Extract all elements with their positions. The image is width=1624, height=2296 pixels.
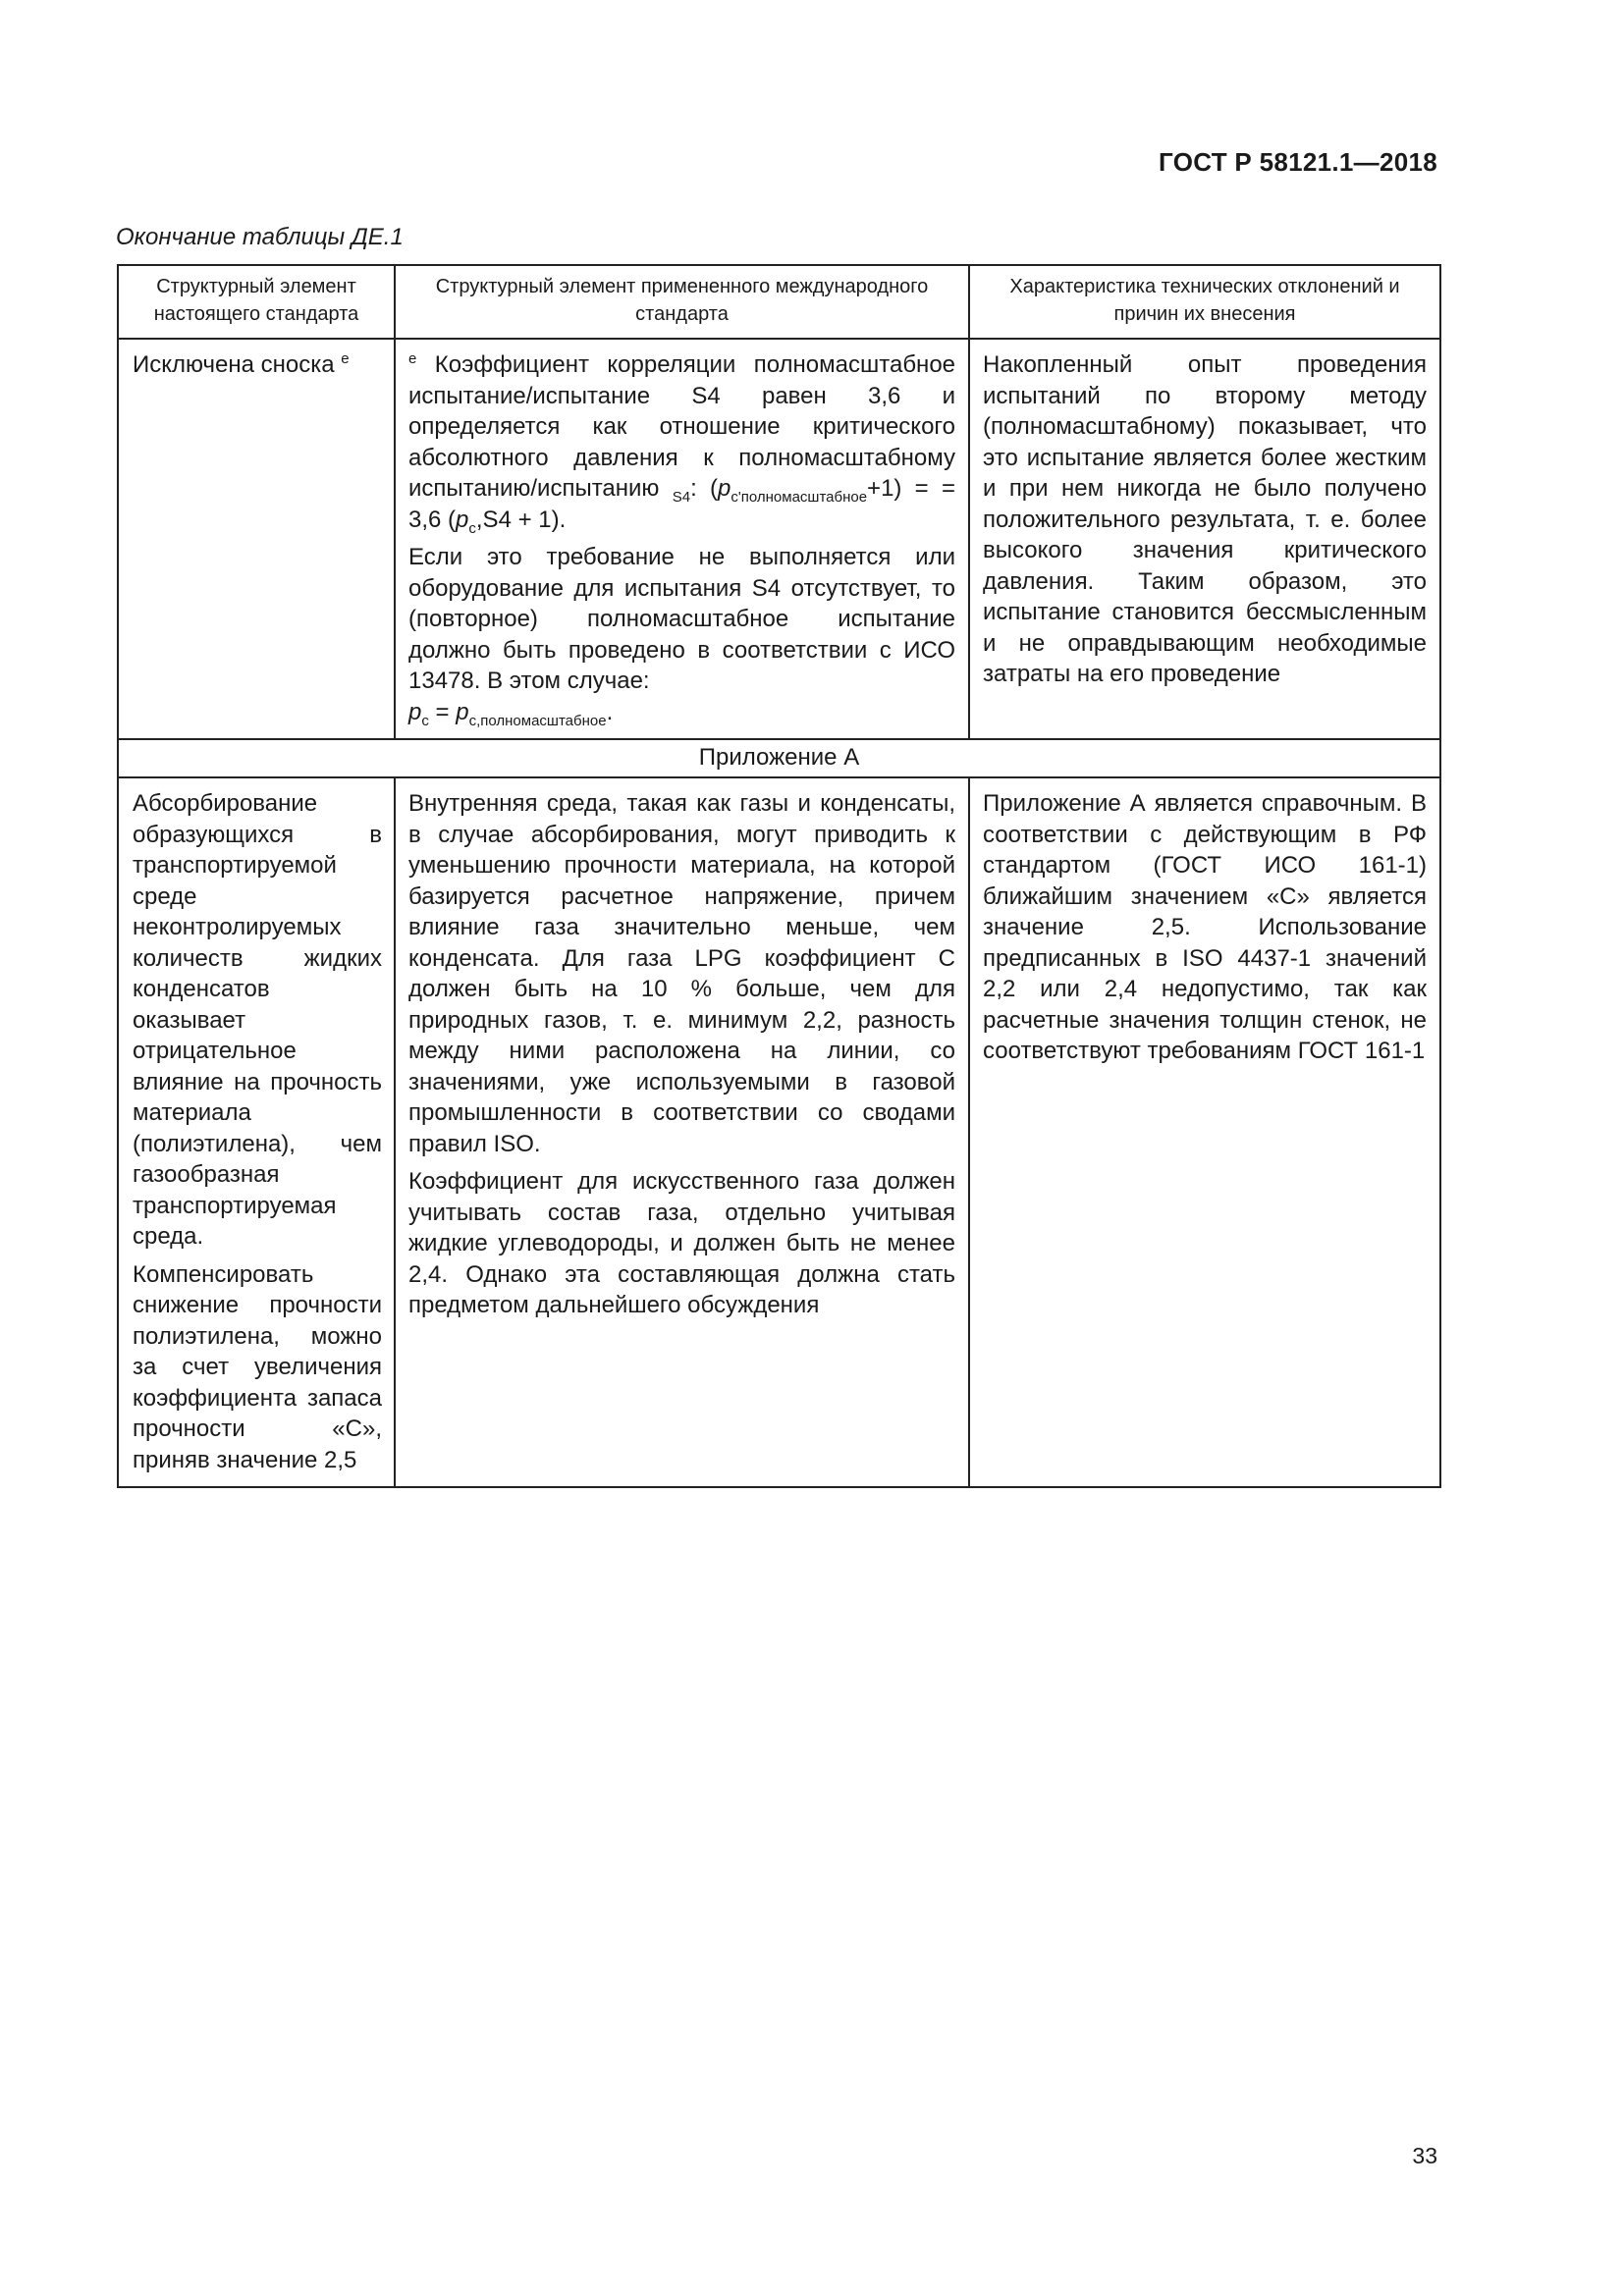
cell-text: : (: [690, 475, 719, 502]
column-header-standard-element: Структурный элемент настоящего стандарта: [118, 265, 395, 339]
cell-text: .: [606, 698, 614, 725]
formula-variable: p: [456, 506, 469, 533]
cell-paragraph: Внутренняя среда, такая как газы и конденсаты, в случае абсорбирования, могут приводить к уменьшению прочности материала, на которой базируется расчетное напряжение, причем влияние газа значительно меньше, чем конденсата. Для газа LPG коэффициент С должен быть на 10 % больше, чем для природных газов, т. е. минимум 2,2, разность между ними расположена на линии, со значениями, уже используемыми в газовой промышленности в соответствии со сводами правил ISO.: [408, 790, 955, 1157]
table-cell: [118, 777, 395, 1487]
subscript: c: [421, 712, 429, 729]
table-cell: [969, 777, 1440, 1487]
table-cell: [395, 339, 969, 739]
cell-paragraph: [408, 349, 955, 535]
document-code: ГОСТ Р 58121.1—2018: [1159, 147, 1437, 177]
cell-paragraph: Абсорбирование образующихся в транспортируемой среде неконтролируемых количеств жидких конденсатов оказывает отрицательное влияние на прочность материала (полиэтилена), чем газообразная транспортируемая среда.: [133, 790, 382, 1250]
cell-text: Исключена сноска: [133, 351, 335, 378]
column-header-deviation-reason: Характеристика технических отклонений и причин их внесения: [969, 265, 1440, 339]
table-cell: [118, 339, 395, 739]
table-row: [118, 777, 1440, 1487]
formula-variable: p: [718, 475, 731, 502]
annex-heading: Приложение А: [118, 739, 1440, 777]
cell-text: Накопленный опыт проведения испытаний по второму методу (полномасштабному) показывает, что это испытание является более жестким и при нем никогда не было получено положительного результата, т. е. более высокого значения критического давления. Таким образом, это испытание становится бессмысленным и не оправдывающим необходимые затраты на его проведение: [983, 351, 1427, 687]
table-row: [118, 339, 1440, 739]
formula-variable: p: [456, 698, 469, 725]
cell-text: Коэффициент корреляции полномасштабное испытание/испытание S4 равен 3,6 и определяется как отношение критического абсолютного давления к полномасштабному испытанию/испытанию: [408, 351, 956, 502]
cell-text: Приложение А является справочным. В соответствии с действующим в РФ стандартом (ГОСТ ИСО 161-1) ближайшим значением «С» является значение 2,5. Использование предписанных в ISO 4437-1 значений 2,2 или 2,4 недопустимо, так как расчетные значения толщин стенок, не соответствуют требованиям ГОСТ 161-1: [983, 790, 1427, 1064]
footnote-mark: e: [341, 350, 350, 367]
table-cell: [395, 777, 969, 1487]
subscript: c: [468, 519, 476, 537]
table-header-row: [118, 265, 1440, 339]
table-caption: Окончание таблицы ДЕ.1: [116, 224, 404, 250]
footnote-mark: e: [408, 350, 417, 367]
cell-paragraph: Компенсировать снижение прочности полиэтилена, можно за счет увеличения коэффициента запаса прочности «С», приняв значение 2,5: [133, 1260, 382, 1473]
cell-text: +1) = = 3,6 (: [408, 475, 955, 533]
cell-text: =: [428, 698, 457, 725]
annex-row: [118, 739, 1440, 777]
formula-variable: p: [408, 698, 422, 725]
subscript: S4: [672, 488, 691, 506]
table-cell: [969, 339, 1440, 739]
page-number: 33: [1412, 2143, 1437, 2168]
cell-paragraph: Коэффициент для искусственного газа должен учитывать состав газа, отдельно учитывая жидкие углеводороды, и должен быть не менее 2,4. Однако эта составляющая должна стать предметом дальнейшего обсуждения: [408, 1168, 955, 1318]
subscript: c,полномасштабное: [468, 712, 607, 729]
subscript: c'полномасштабное: [731, 488, 868, 506]
cell-text: Если это требование не выполняется или оборудование для испытания S4 отсутствует, то (повторное) полномасштабное испытание должно быть проведено в соответствии с ИСО 13478. В этом случае:: [408, 544, 955, 694]
column-header-international-element: Структурный элемент примененного международного стандарта: [395, 265, 969, 339]
deviation-table: [117, 264, 1441, 1488]
cell-paragraph: [408, 542, 955, 727]
cell-text: ,S4 + 1).: [475, 506, 567, 533]
